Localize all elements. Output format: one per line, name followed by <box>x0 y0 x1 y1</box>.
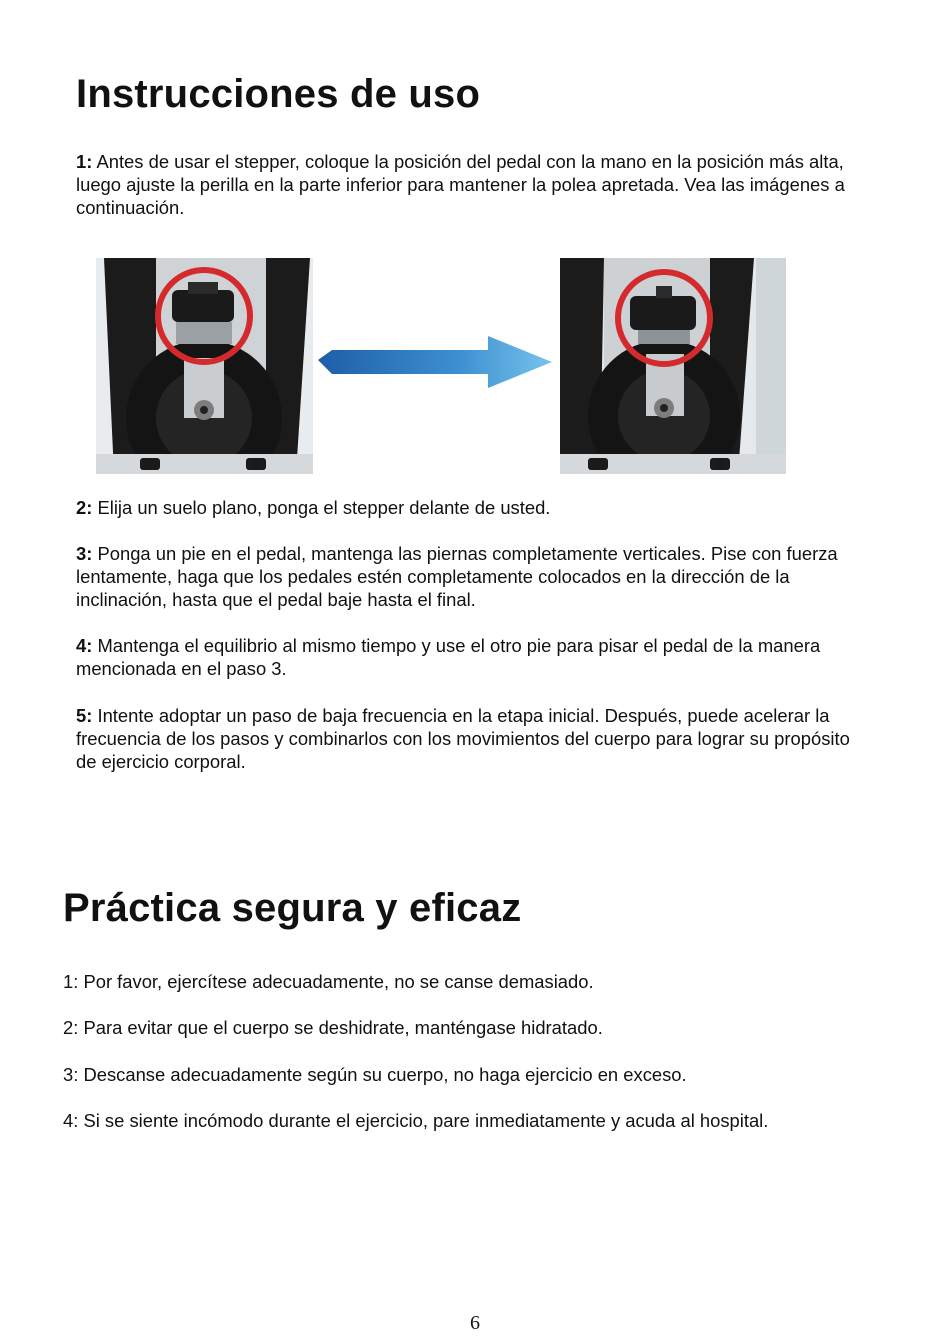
step-number: 3: <box>76 543 93 564</box>
step-2 <box>76 496 866 519</box>
photo-knob-before <box>96 258 313 474</box>
section1-title: Instrucciones de uso <box>76 72 481 116</box>
safety-item-4: 4: Si se siente incómodo durante el ejercicio, pare inmediatamente y acuda al hospital. <box>63 1110 769 1131</box>
step-4 <box>76 634 866 680</box>
photo-knob-after <box>560 258 786 474</box>
step-text: Elija un suelo plano, ponga el stepper delante de usted. <box>92 497 551 518</box>
step-5 <box>76 704 866 773</box>
step-number: 4: <box>76 635 93 656</box>
step-number: 2: <box>76 497 93 518</box>
safety-item-2: 2: Para evitar que el cuerpo se deshidrate, manténgase hidratado. <box>63 1017 603 1038</box>
step-text: Intente adoptar un paso de baja frecuencia en la etapa inicial. Después, puede acelerar la frecuencia de los pasos y combinarlos con los movimientos del cuerpo para lograr su propósito de ejercicio corporal. <box>76 705 850 772</box>
page-number: 6 <box>470 1312 480 1334</box>
step-number: 5: <box>76 705 93 726</box>
step-1 <box>76 150 866 219</box>
step-text: Mantenga el equilibrio al mismo tiempo y use el otro pie para pisar el pedal de la manera mencionada en el paso 3. <box>76 635 821 679</box>
safety-item-1: 1: Por favor, ejercítese adecuadamente, no se canse demasiado. <box>63 971 594 992</box>
step-text: Ponga un pie en el pedal, mantenga las piernas completamente verticales. Pise con fuerza lentamente, haga que los pedales estén completamente colocados en la dirección de la inclinación, hasta que el pedal baje hasta el final. <box>76 543 838 610</box>
section2-title: Práctica segura y eficaz <box>63 886 522 930</box>
step-number: 1: <box>76 151 93 172</box>
safety-item-3: 3: Descanse adecuadamente según su cuerpo, no haga ejercicio en exceso. <box>63 1064 687 1085</box>
step-3 <box>76 542 866 611</box>
arrow-right-icon <box>318 332 554 392</box>
step-text: Antes de usar el stepper, coloque la posición del pedal con la mano en la posición más alta, luego ajuste la perilla en la parte inferior para mantener la polea apretada. Vea las imágenes a continuación. <box>76 151 845 218</box>
